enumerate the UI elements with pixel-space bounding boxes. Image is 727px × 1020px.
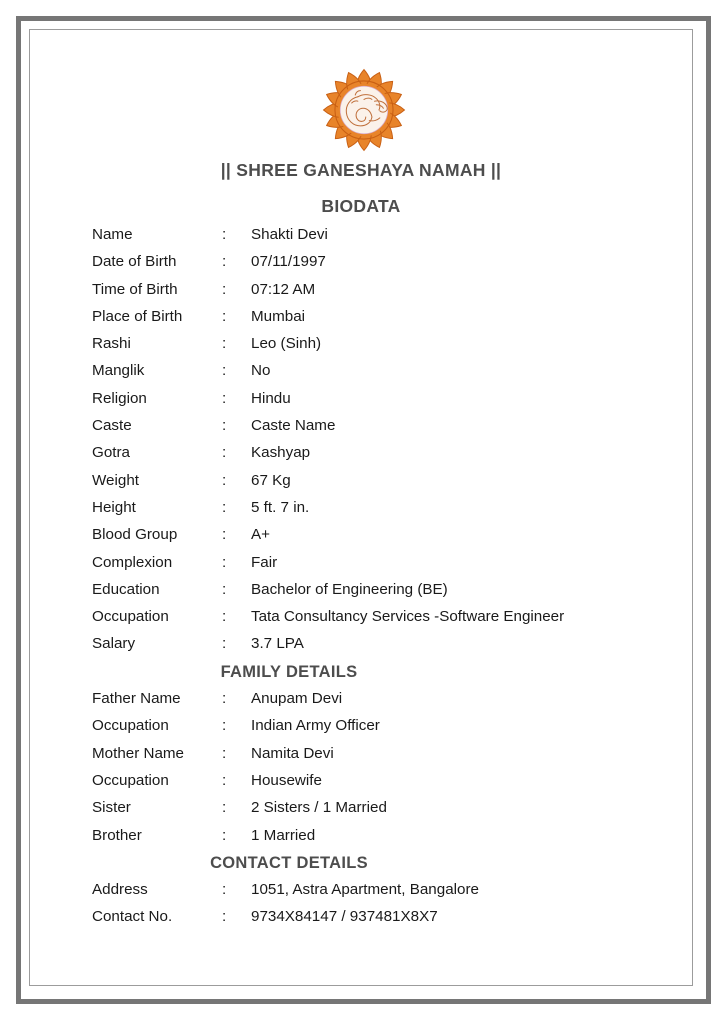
detail-label: Weight xyxy=(92,471,139,489)
title-block xyxy=(29,158,693,219)
detail-colon: : xyxy=(222,471,227,489)
detail-colon: : xyxy=(222,526,227,544)
detail-label: Religion xyxy=(92,389,147,407)
detail-row xyxy=(92,581,652,608)
detail-colon: : xyxy=(222,498,227,516)
detail-row xyxy=(92,472,652,499)
detail-row xyxy=(92,417,652,444)
detail-colon: : xyxy=(222,771,227,789)
detail-row xyxy=(92,690,652,717)
detail-value: Namita Devi xyxy=(251,744,334,762)
biodata-sheet xyxy=(92,226,652,936)
detail-colon: : xyxy=(222,744,227,762)
detail-label: Mother Name xyxy=(92,744,185,762)
detail-value: Housewife xyxy=(251,771,322,789)
detail-row xyxy=(92,526,652,553)
section-heading: FAMILY DETAILS xyxy=(220,662,358,681)
detail-row xyxy=(92,499,652,526)
detail-row xyxy=(92,745,652,772)
detail-colon: : xyxy=(222,717,227,735)
detail-row xyxy=(92,635,652,662)
detail-label: Name xyxy=(92,226,133,243)
detail-label: Education xyxy=(92,580,160,598)
detail-value: No xyxy=(251,362,271,380)
logo-container xyxy=(0,62,727,158)
detail-row xyxy=(92,308,652,335)
detail-colon: : xyxy=(222,908,227,926)
detail-colon: : xyxy=(222,362,227,380)
detail-row xyxy=(92,608,652,635)
detail-value: 1051, Astra Apartment, Bangalore xyxy=(251,881,479,899)
detail-colon: : xyxy=(222,608,227,626)
detail-row xyxy=(92,362,652,389)
detail-label: Occupation xyxy=(92,717,169,735)
detail-row xyxy=(92,772,652,799)
detail-label: Caste xyxy=(92,417,132,435)
detail-label: Height xyxy=(92,498,136,516)
detail-row xyxy=(92,226,652,253)
detail-value: A+ xyxy=(251,526,270,544)
detail-row xyxy=(92,390,652,417)
detail-colon: : xyxy=(222,253,227,271)
detail-row xyxy=(92,717,652,744)
detail-value: 3.7 LPA xyxy=(251,635,304,653)
detail-value: 2 Sisters / 1 Married xyxy=(251,799,387,817)
detail-colon: : xyxy=(222,280,227,298)
detail-value: 07:12 AM xyxy=(251,280,316,298)
detail-label: Blood Group xyxy=(92,526,178,544)
detail-colon: : xyxy=(222,799,227,817)
detail-value: Bachelor of Engineering (BE) xyxy=(251,580,448,598)
detail-value: Tata Consultancy Services -Software Engineer xyxy=(251,608,565,626)
detail-row xyxy=(92,799,652,826)
detail-row xyxy=(92,444,652,471)
detail-row xyxy=(92,335,652,362)
detail-colon: : xyxy=(222,635,227,653)
detail-label: Complexion xyxy=(92,553,173,571)
detail-colon: : xyxy=(222,553,227,571)
detail-value: 9734X84147 / 937481X8X7 xyxy=(251,908,438,926)
detail-value: 1 Married xyxy=(251,826,316,844)
detail-value: Shakti Devi xyxy=(251,226,328,243)
detail-value: Hindu xyxy=(251,389,291,407)
detail-row xyxy=(92,253,652,280)
detail-label: Brother xyxy=(92,826,142,844)
detail-colon: : xyxy=(222,826,227,844)
detail-value: Kashyap xyxy=(251,444,311,462)
detail-value: 5 ft. 7 in. xyxy=(251,498,310,516)
detail-label: Father Name xyxy=(92,690,181,708)
detail-label: Salary xyxy=(92,635,136,653)
detail-colon: : xyxy=(222,389,227,407)
detail-value: Leo (Sinh) xyxy=(251,335,322,353)
detail-row xyxy=(92,554,652,581)
detail-label: Occupation xyxy=(92,771,169,789)
detail-value: 67 Kg xyxy=(251,471,291,489)
detail-label: Manglik xyxy=(92,362,145,380)
detail-row xyxy=(92,908,652,935)
detail-colon: : xyxy=(222,690,227,708)
detail-label: Sister xyxy=(92,799,131,817)
detail-label: Time of Birth xyxy=(92,280,178,298)
detail-row xyxy=(92,827,652,854)
detail-colon: : xyxy=(222,335,227,353)
detail-value: Anupam Devi xyxy=(251,690,343,708)
detail-label: Date of Birth xyxy=(92,253,177,271)
detail-value: 07/11/1997 xyxy=(251,253,326,271)
detail-label: Contact No. xyxy=(92,908,173,926)
invocation-title: || SHREE GANESHAYA NAMAH || xyxy=(220,160,502,180)
detail-colon: : xyxy=(222,881,227,899)
detail-label: Address xyxy=(92,881,148,899)
detail-value: Indian Army Officer xyxy=(251,717,380,735)
detail-colon: : xyxy=(222,580,227,598)
detail-colon: : xyxy=(222,417,227,435)
detail-colon: : xyxy=(222,307,227,325)
detail-value: Fair xyxy=(251,553,278,571)
detail-colon: : xyxy=(222,444,227,462)
detail-colon: : xyxy=(222,226,227,243)
ganesha-mandala-icon xyxy=(320,66,408,154)
detail-value: Mumbai xyxy=(251,307,306,325)
detail-label: Occupation xyxy=(92,608,169,626)
detail-value: Caste Name xyxy=(251,417,336,435)
detail-row xyxy=(92,281,652,308)
detail-row xyxy=(92,881,652,908)
detail-label: Rashi xyxy=(92,335,131,353)
detail-label: Place of Birth xyxy=(92,307,183,325)
section-heading: CONTACT DETAILS xyxy=(210,853,368,872)
page-title: BIODATA xyxy=(321,196,401,216)
detail-label: Gotra xyxy=(92,444,130,462)
